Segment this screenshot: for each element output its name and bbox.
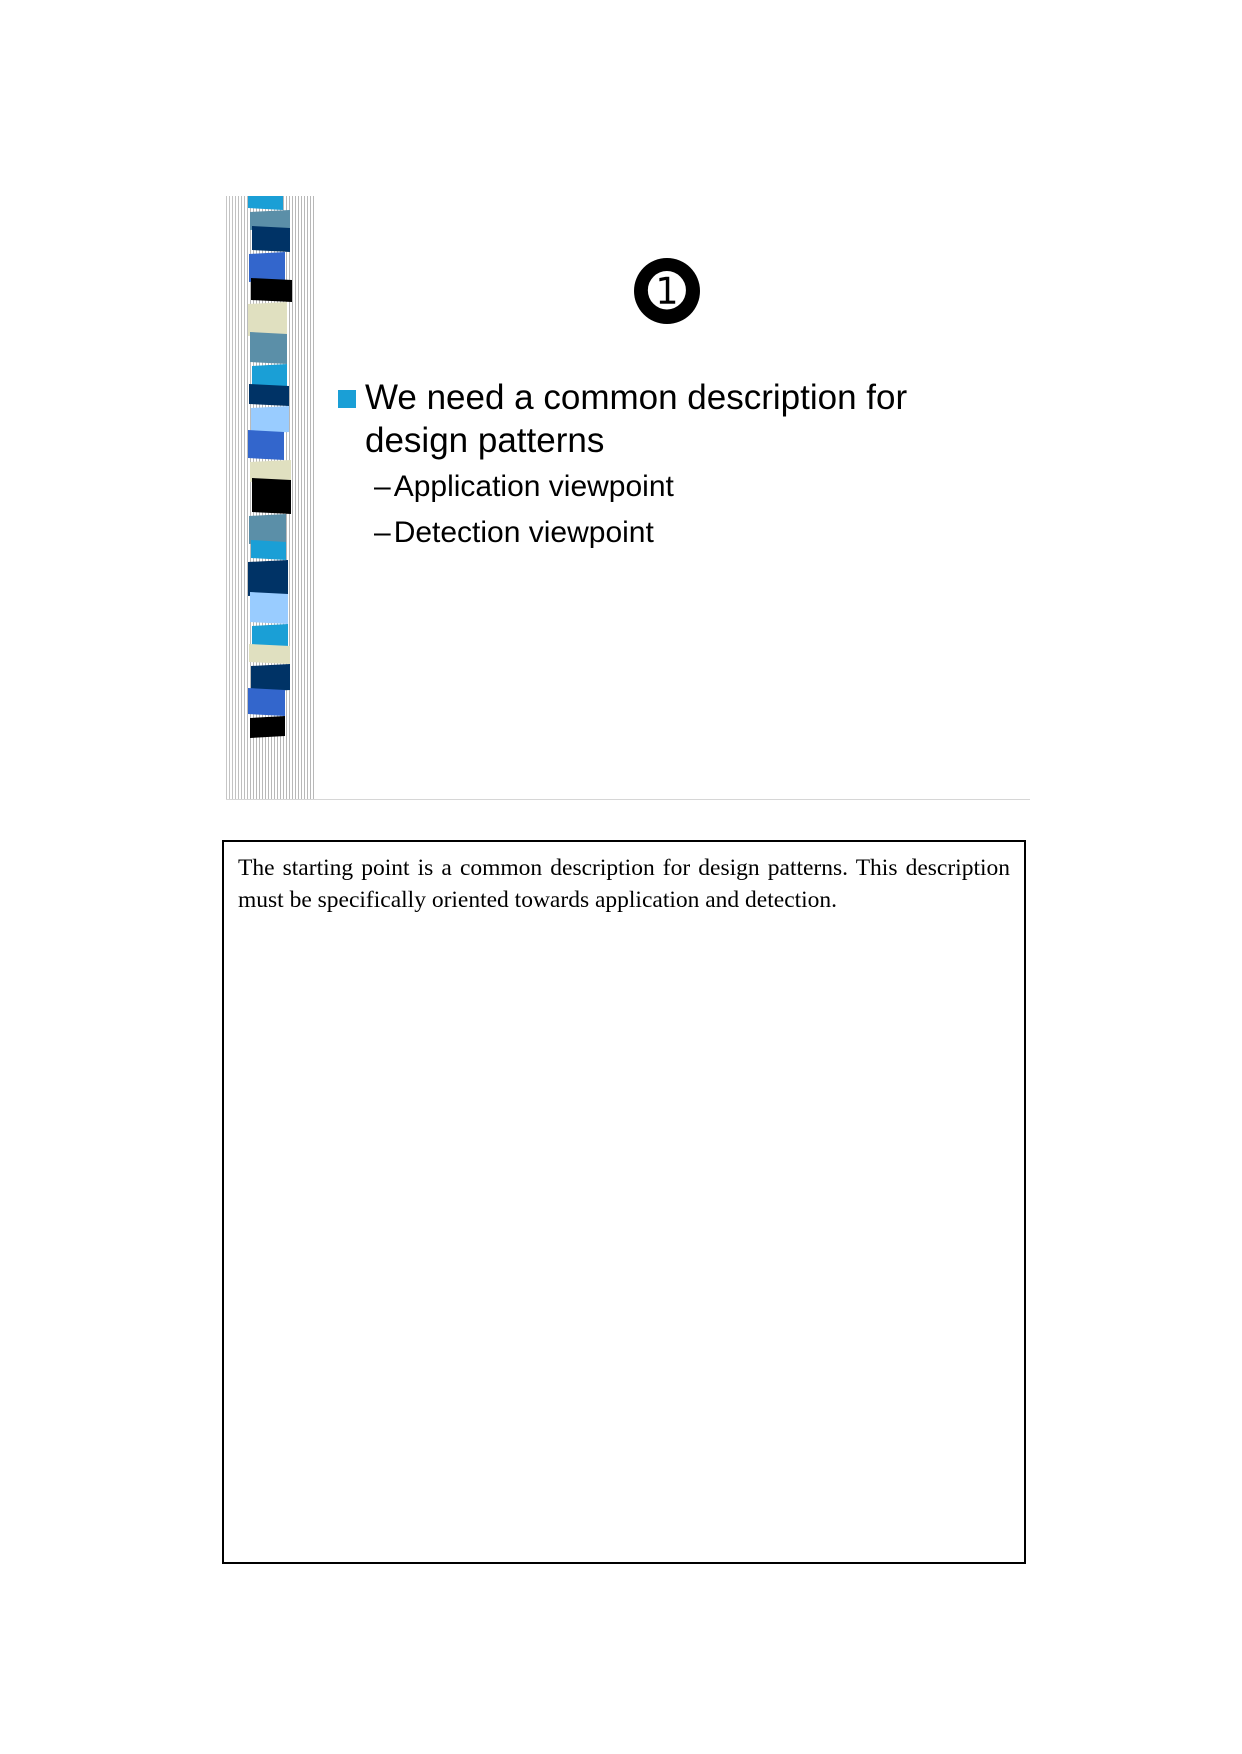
- stripe-block: [251, 406, 289, 434]
- stripe-block: [248, 430, 284, 460]
- dash-marker: –: [374, 470, 391, 503]
- stripe-block: [249, 252, 285, 282]
- slide-divider: [226, 799, 1030, 800]
- sub-item-detection: [374, 510, 1016, 556]
- notes-text: The starting point is a common description for design patterns. This description must be specifically oriented towards application and detection.: [238, 855, 1010, 913]
- stripe-block: [248, 688, 285, 716]
- speaker-notes-box: [222, 840, 1026, 1564]
- sub-item-application: [374, 464, 1016, 510]
- stripe-block: [251, 664, 290, 692]
- stripe-block: [250, 332, 287, 364]
- stripe-block: [252, 478, 291, 514]
- bullet-text: We need a common description for design patterns: [365, 378, 908, 460]
- stripe-block: [250, 716, 285, 738]
- stripe-block: [248, 560, 288, 596]
- stripe-block: [251, 278, 292, 302]
- stripe-block: [252, 226, 290, 252]
- stripe-block: [252, 624, 288, 648]
- slide: [226, 196, 1030, 800]
- sub-item-text: Detection viewpoint: [393, 516, 654, 549]
- stripe-block: [251, 540, 286, 560]
- stripe-block: [250, 592, 288, 624]
- dash-marker: –: [374, 516, 391, 549]
- stripe-block: [249, 384, 289, 406]
- stripe-block: [249, 644, 290, 664]
- square-bullet-icon: [338, 390, 356, 408]
- stripe-block: [249, 514, 286, 544]
- decorative-stripe-bar: [226, 196, 314, 800]
- bullet-list: [336, 376, 1016, 556]
- stripe-block: [248, 302, 287, 336]
- sub-item-text: Application viewpoint: [393, 470, 674, 503]
- stripe-block: [252, 364, 287, 388]
- stripe-block: [248, 196, 283, 210]
- sub-list: [336, 464, 1016, 556]
- slide-number-badge: ➊: [634, 258, 700, 324]
- bullet-item: [336, 376, 1016, 462]
